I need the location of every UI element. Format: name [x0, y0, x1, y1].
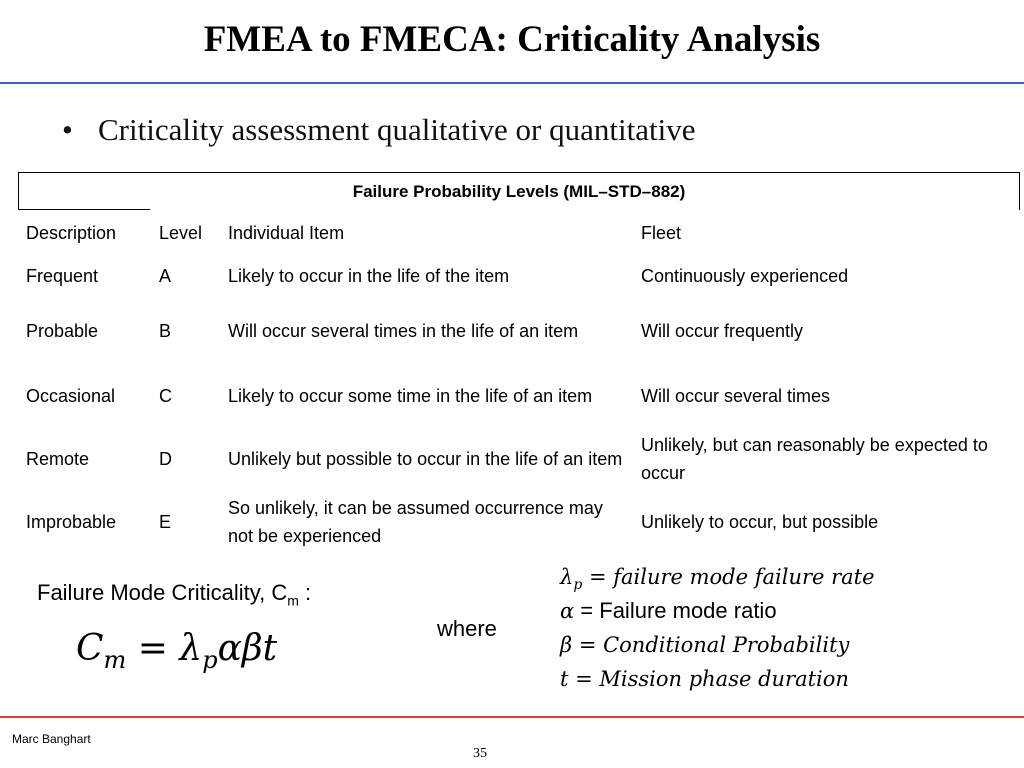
header-fleet: Fleet [641, 223, 682, 243]
bullet-text: Criticality assessment qualitative or quantitative [98, 112, 696, 147]
table-row [18, 427, 1018, 490]
table-row [18, 254, 1018, 298]
table-title: Failure Probability Levels (MIL–STD–882) [18, 172, 1020, 210]
cell-level: A [159, 266, 172, 286]
definition-alpha: α = Failure mode ratio [560, 598, 777, 623]
header-individual-item: Individual Item [228, 223, 345, 243]
header-description: Description [26, 223, 117, 243]
author-name: Marc Banghart [12, 732, 91, 746]
bullet-marker: • [62, 112, 73, 147]
cell-description: Remote [26, 448, 90, 469]
cell-fleet: Unlikely, but can reasonably be expected to occur [641, 434, 988, 483]
cell-individual-item: Will occur several times in the life of an item [228, 321, 579, 341]
cell-description: Frequent [26, 266, 99, 286]
page-number: 35 [473, 746, 487, 761]
definition-t: t = Mission phase duration [560, 667, 849, 691]
cell-fleet: Will occur several times [641, 385, 831, 406]
where-label: where [437, 616, 497, 641]
cell-fleet: Continuously experienced [641, 266, 849, 286]
cell-level: B [159, 321, 172, 341]
cell-individual-item: So unlikely, it can be assumed occurrence may not be experienced [228, 498, 603, 546]
failure-probability-table [18, 212, 1018, 554]
cell-fleet: Will occur frequently [641, 321, 804, 341]
header-level: Level [159, 223, 203, 243]
criticality-formula: $C_m = \lambda_p\alpha\beta t$ [76, 628, 278, 675]
cell-level: C [159, 385, 172, 406]
variable-definitions [560, 560, 875, 696]
criticality-label: Failure Mode Criticality, $C_m$ : [37, 580, 312, 609]
bullet-item [62, 112, 695, 148]
cell-individual-item: Unlikely but possible to occur in the life of an item [228, 448, 623, 469]
cell-description: Occasional [26, 385, 116, 406]
definition-beta: β = Conditional Probability [560, 633, 850, 657]
cell-level: E [159, 512, 172, 532]
cell-fleet: Unlikely to occur, but possible [641, 512, 879, 532]
footer-divider [0, 716, 1024, 718]
cell-individual-item: Likely to occur some time in the life of an item [228, 385, 593, 406]
table-title-underline [18, 209, 150, 210]
title-divider [0, 82, 1024, 84]
definition-lambda: $\lambda_p$ = failure mode failure rate [560, 565, 875, 594]
table-row [18, 490, 1018, 554]
cell-description: Probable [26, 321, 99, 341]
cell-level: D [159, 448, 172, 469]
slide-title: FMEA to FMECA: Criticality Analysis [203, 19, 821, 60]
cell-description: Improbable [26, 512, 117, 532]
table-row [18, 364, 1018, 427]
cell-individual-item: Likely to occur in the life of the item [228, 266, 510, 286]
table-header-row [18, 212, 1018, 254]
table-row [18, 298, 1018, 364]
